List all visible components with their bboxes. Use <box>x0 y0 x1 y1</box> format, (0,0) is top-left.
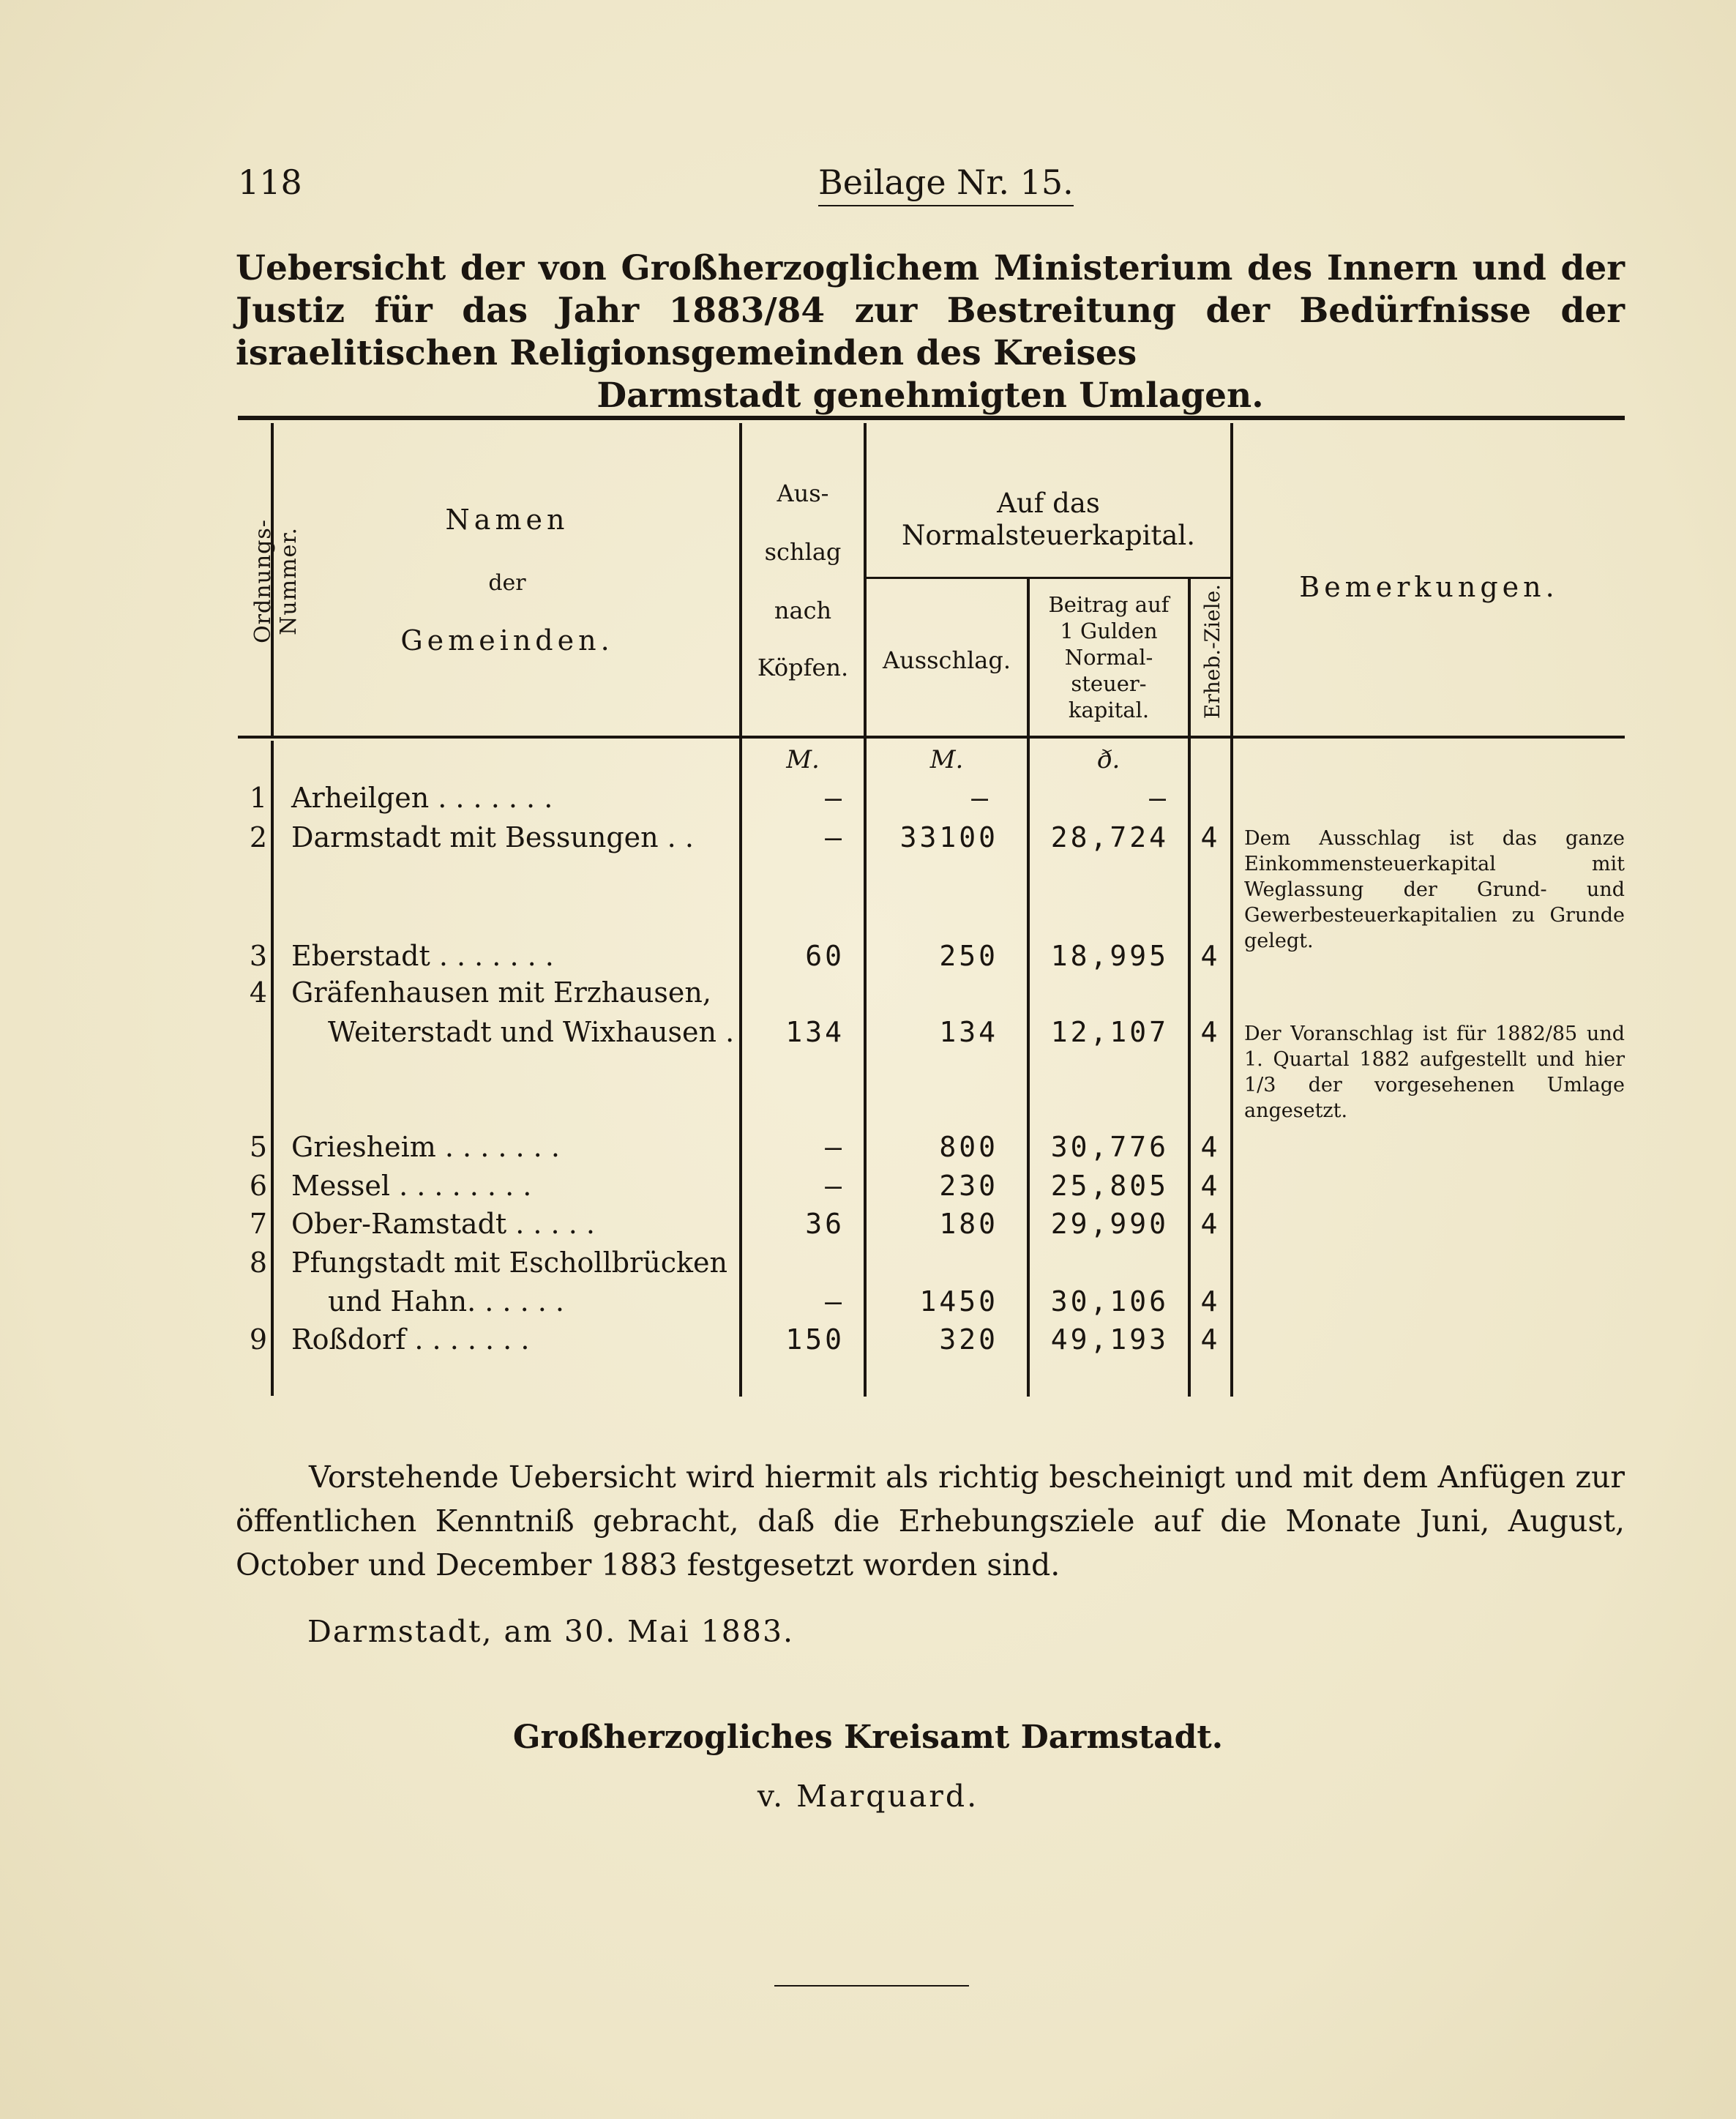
table-top-rule <box>238 416 1625 420</box>
per-head-value: 60 <box>805 940 845 972</box>
per-head-value: — <box>825 1131 845 1163</box>
contribution-value: 29,990 <box>1050 1208 1169 1240</box>
row-number: 5 <box>249 1131 267 1163</box>
dateline: Darmstadt, am 30. Mai 1883. <box>307 1614 795 1649</box>
certification-paragraph: Vorstehende Uebersicht wird hiermit als richtig bescheinigt und mit dem Anfügen zur öffentlichen Kenntniß gebracht, daß die Erhebungsziele auf die Monate Juni, August, October und December 1883 festgesetzt worden sind. <box>236 1460 1625 1582</box>
header-bottom-rule <box>238 736 1625 739</box>
assessment-value: 800 <box>939 1131 998 1163</box>
community-name: Griesheim . . . . . . . <box>291 1131 560 1163</box>
per-head-value: 36 <box>805 1208 845 1240</box>
contribution-value: 30,106 <box>1050 1285 1169 1318</box>
per-head-value: — <box>825 782 845 814</box>
header-contribution-2: 1 Gulden <box>1060 618 1158 643</box>
row-number: 3 <box>249 940 267 972</box>
column-divider <box>1230 423 1233 1397</box>
terms-value: 4 <box>1200 1323 1221 1356</box>
header-name-mid: der <box>488 570 526 596</box>
header-order-number: Ordnungs-Nummer. <box>250 519 302 643</box>
header-contribution-3: Normal- <box>1064 645 1153 670</box>
header-per-head-2: schlag <box>764 538 842 566</box>
page-number: 118 <box>238 162 302 202</box>
header-per-head-4: Köpfen. <box>757 654 849 681</box>
issuing-office: Großherzogliches Kreisamt Darmstadt. <box>512 1719 1224 1756</box>
header-collection-terms: Erheb.-Ziele. <box>1200 583 1224 720</box>
per-head-value: — <box>825 821 845 853</box>
contribution-value: 12,107 <box>1050 1016 1169 1048</box>
contribution-value: — <box>1149 782 1169 814</box>
header-assessment: Ausschlag. <box>882 646 1011 674</box>
terms-value: 4 <box>1200 940 1221 972</box>
header-remarks: Bemerkungen. <box>1299 571 1559 603</box>
column-divider <box>271 741 274 1396</box>
terms-value: 4 <box>1200 1285 1221 1318</box>
community-name: Messel . . . . . . . . <box>291 1170 532 1202</box>
community-name: Eberstadt . . . . . . . <box>291 940 554 972</box>
assessment-value: 250 <box>939 940 998 972</box>
document-title <box>236 247 1625 417</box>
assessment-value: 230 <box>939 1170 998 1202</box>
header-contribution-1: Beitrag auf <box>1048 592 1170 617</box>
community-name-cont: Weiterstadt und Wixhausen . <box>328 1016 735 1048</box>
terms-value: 4 <box>1200 821 1221 853</box>
assessment-value: — <box>971 782 991 814</box>
header-contribution-5: kapital. <box>1068 698 1150 722</box>
contribution-value: 30,776 <box>1050 1131 1169 1163</box>
contribution-value: 28,724 <box>1050 821 1169 853</box>
unit-contribution: ð. <box>1097 745 1120 774</box>
assessment-value: 320 <box>939 1323 998 1356</box>
column-divider <box>1188 578 1191 1397</box>
unit-per-head: M. <box>786 745 820 774</box>
assessment-value: 33100 <box>899 821 998 853</box>
per-head-value: — <box>825 1285 845 1318</box>
terms-value: 4 <box>1200 1016 1221 1048</box>
row-number: 1 <box>249 782 267 814</box>
terms-value: 4 <box>1200 1170 1221 1202</box>
header-name-top: Namen <box>445 504 569 536</box>
community-name: Gräfenhausen mit Erzhausen, <box>291 976 711 1009</box>
row-number: 2 <box>249 821 267 853</box>
contribution-value: 18,995 <box>1050 940 1169 972</box>
running-title: Beilage Nr. 15. <box>818 162 1074 206</box>
column-divider <box>739 423 742 1397</box>
header-contribution-4: steuer- <box>1071 671 1147 696</box>
header-per-head-1: Aus- <box>777 479 829 507</box>
assessment-value: 180 <box>939 1208 998 1240</box>
per-head-value: 150 <box>785 1323 845 1356</box>
assessment-value: 134 <box>939 1016 998 1048</box>
closing-rule <box>774 1985 969 1987</box>
row-number: 7 <box>249 1208 267 1240</box>
signer-name: v. Marquard. <box>757 1779 979 1814</box>
community-name-cont: und Hahn. . . . . . <box>328 1285 564 1318</box>
contribution-value: 25,805 <box>1050 1170 1169 1202</box>
row-number: 9 <box>249 1323 267 1356</box>
title-last-line: Darmstadt genehmigten Umlagen. <box>596 375 1264 416</box>
remark-graefenhausen: Der Voranschlag ist für 1882/85 und 1. Quartal 1882 aufgestellt und hier 1/3 der vorgesehenen Umlage angesetzt. <box>1244 1023 1625 1122</box>
header-normal-capital: Auf das Normalsteuerkapital. <box>901 487 1195 551</box>
community-name: Roßdorf . . . . . . . <box>291 1323 530 1356</box>
row-number: 8 <box>249 1247 267 1279</box>
community-name: Pfungstadt mit Eschollbrücken <box>291 1247 727 1279</box>
header-per-head-3: nach <box>774 597 832 624</box>
contribution-value: 49,193 <box>1050 1323 1169 1356</box>
per-head-value: — <box>825 1170 845 1202</box>
header-name-bottom: Gemeinden. <box>400 624 614 657</box>
terms-value: 4 <box>1200 1208 1221 1240</box>
remark-darmstadt: Dem Ausschlag ist das ganze Einkommensteuerkapital mit Weglassung der Grund- und Gewerbesteuerkapitalien zu Grunde gelegt. <box>1244 827 1625 952</box>
community-name: Darmstadt mit Bessungen . . <box>291 821 694 853</box>
per-head-value: 134 <box>785 1016 845 1048</box>
title-main: Uebersicht der von Großherzoglichem Ministerium des Innern und der Justiz für das Jahr 1883/84 zur Bestreitung der Bedürfnisse der israelitischen Religionsgemeinden des Kreises <box>236 248 1625 373</box>
row-number: 6 <box>249 1170 267 1202</box>
assessment-value: 1450 <box>919 1285 998 1318</box>
community-name: Arheilgen . . . . . . . <box>291 782 553 814</box>
community-name: Ober-Ramstadt . . . . . <box>291 1208 595 1240</box>
row-number: 4 <box>249 976 267 1009</box>
column-divider <box>864 423 867 1397</box>
unit-assessment: M. <box>929 745 964 774</box>
terms-value: 4 <box>1200 1131 1221 1163</box>
subheader-rule <box>864 577 1233 579</box>
